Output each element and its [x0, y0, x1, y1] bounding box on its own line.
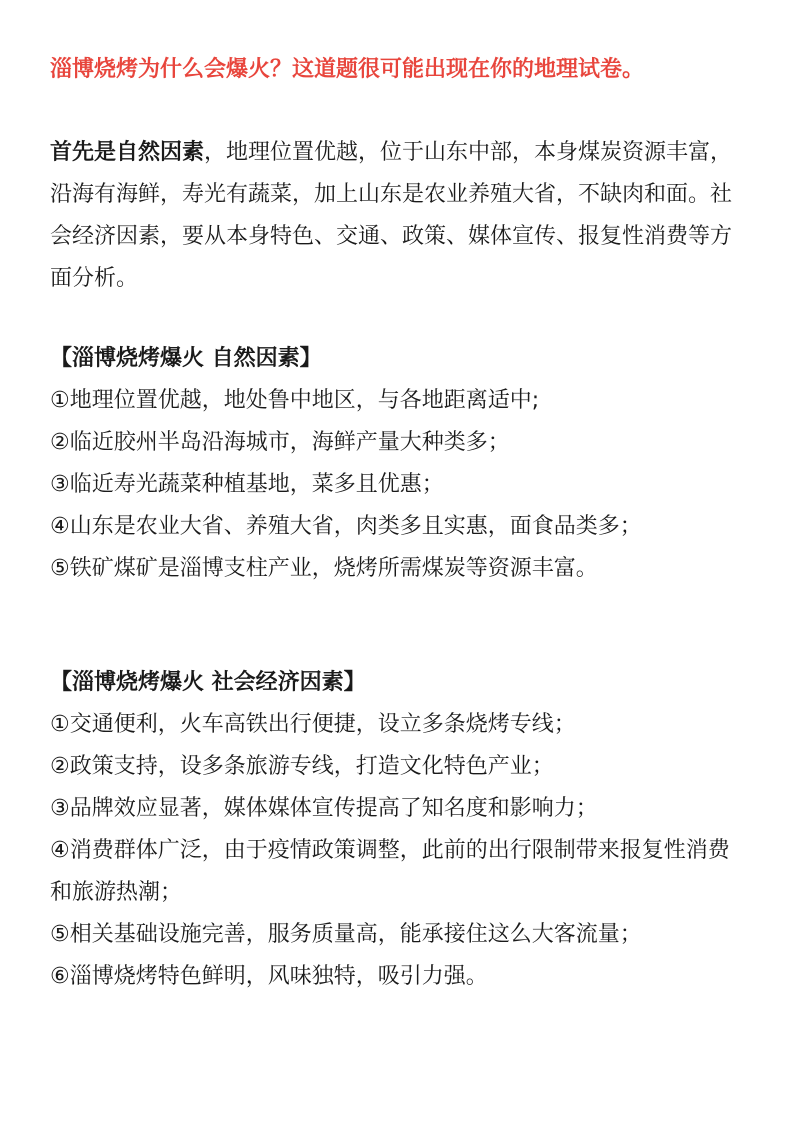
list-item: ④山东是农业大省、养殖大省，肉类多且实惠，面食品类多；	[50, 514, 642, 539]
intro-lead: 首先是自然因素	[50, 140, 205, 165]
list-item: ①地理位置优越，地处鲁中地区，与各地距离适中;	[50, 388, 540, 413]
section-heading: 【淄博烧烤爆火 社会经济因素】	[50, 670, 366, 695]
list-item: ③品牌效应显著，媒体媒体宣传提高了知名度和影响力；	[50, 796, 598, 821]
section-social-economic-factors	[50, 662, 760, 998]
natural-factors-list	[50, 380, 760, 590]
list-item: ③临近寿光蔬菜种植基地，菜多且优惠；	[50, 472, 444, 497]
intro-paragraph	[50, 132, 750, 300]
list-item: ②政策支持，设多条旅游专线，打造文化特色产业；	[50, 754, 554, 779]
list-item: ⑥淄博烧烤特色鲜明，风味独特，吸引力强。	[50, 964, 488, 989]
section-heading: 【淄博烧烤爆火 自然因素】	[50, 346, 322, 371]
article-title: 淄博烧烤为什么会爆火？这道题很可能出现在你的地理试卷。	[50, 57, 645, 82]
list-item: ④消费群体广泛，由于疫情政策调整，此前的出行限制带来报复性消费和旅游热潮；	[50, 838, 730, 905]
list-item: ①交通便利，火车高铁出行便捷，设立多条烧烤专线；	[50, 712, 576, 737]
list-item: ⑤铁矿煤矿是淄博支柱产业，烧烤所需煤炭等资源丰富。	[50, 556, 598, 581]
list-item: ⑤相关基础设施完善，服务质量高，能承接住这么大客流量；	[50, 922, 642, 947]
list-item: ②临近胶州半岛沿海城市，海鲜产量大种类多；	[50, 430, 510, 455]
intro-body: ，地理位置优越，位于山东中部，本身煤炭资源丰富，沿海有海鲜，寿光有蔬菜，加上山东是农业养殖大省，不缺肉和面。社会经济因素，要从本身特色、交通、政策、媒体宣传、报复性消费等方面分析。	[50, 140, 733, 291]
section-natural-factors	[50, 338, 760, 590]
social-economic-factors-list	[50, 704, 760, 998]
